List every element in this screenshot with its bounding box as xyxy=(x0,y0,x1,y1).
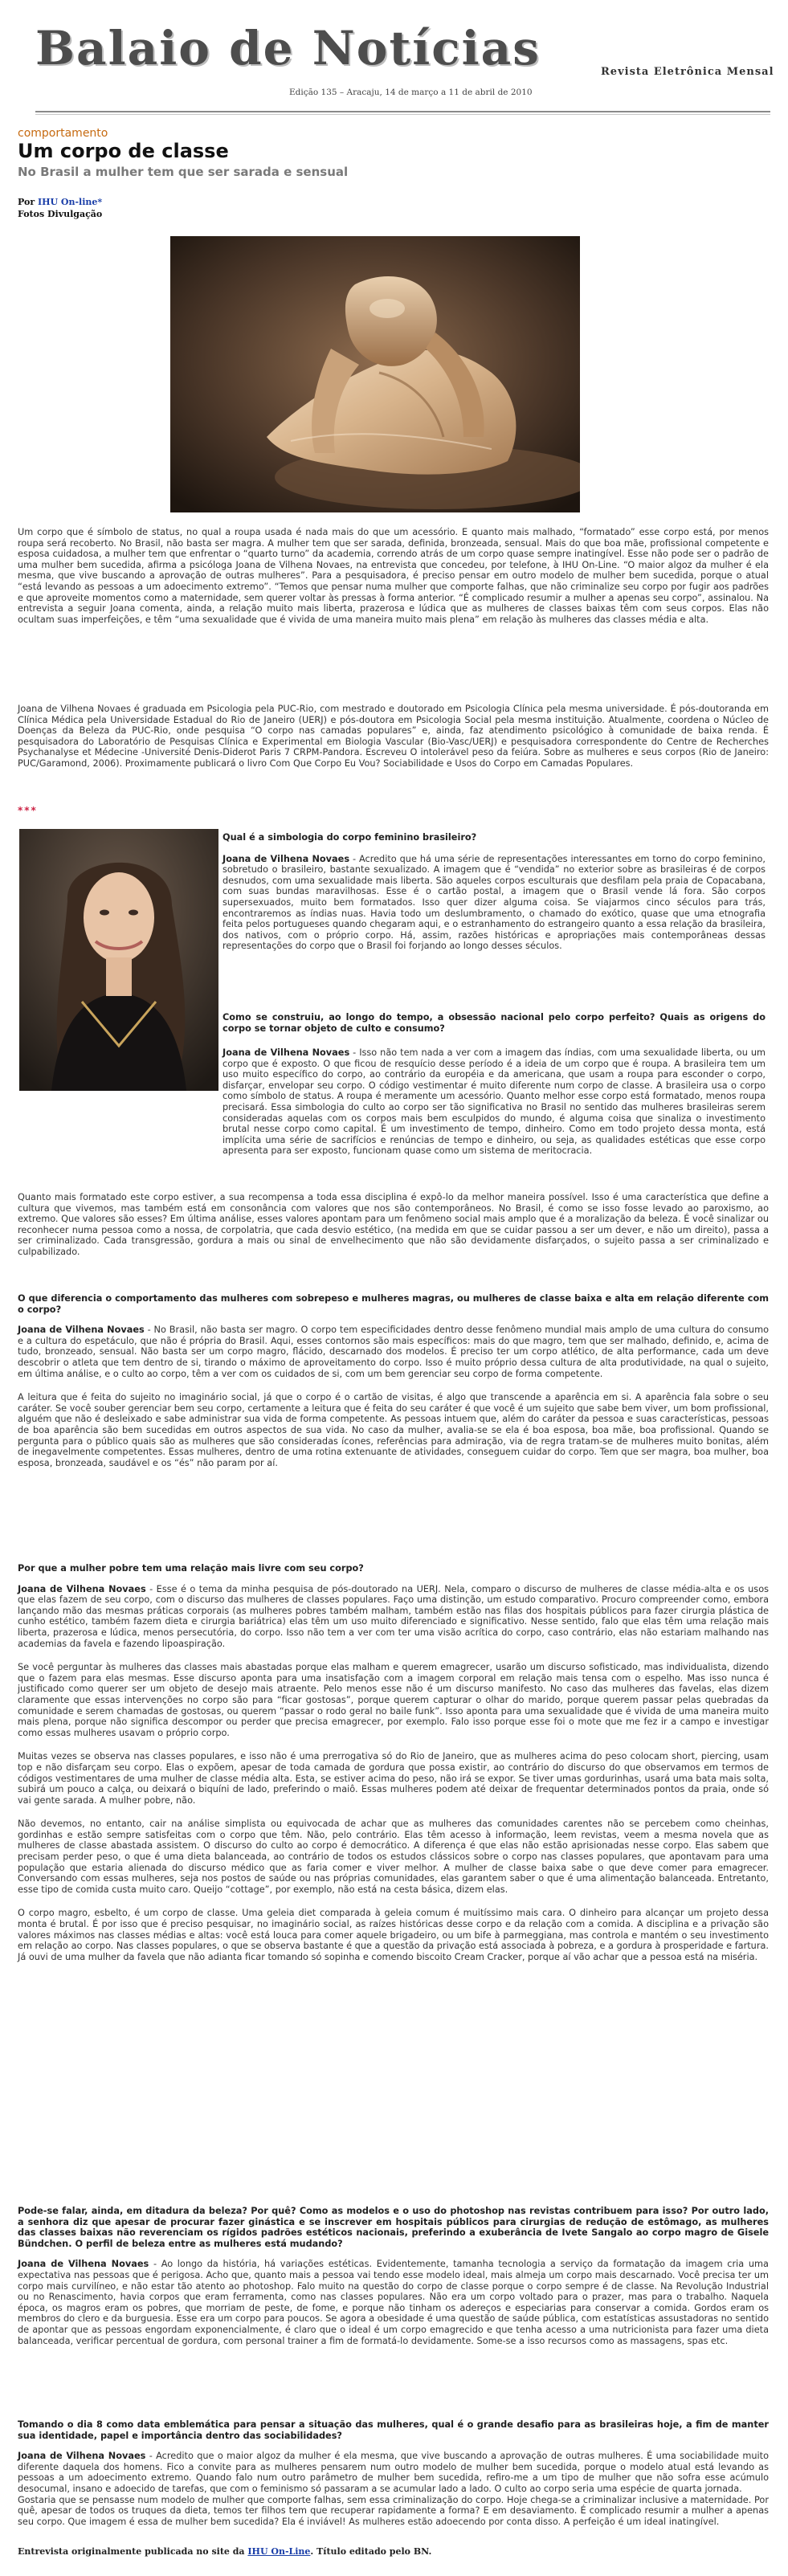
interview-question: O que diferencia o comportamento das mulheres com sobrepeso e mulheres magras, ou mulheres de classe baixa e alta em relação diferente com o corpo? xyxy=(18,1293,769,1315)
intro-paragraph: Um corpo que é símbolo de status, no qual a roupa usada é nada mais do que um acessório. E quanto mais malhado, “formatado” esse corpo está, por menos roupa será recoberto. No Brasil, não basta ser magra. A mulher tem que ser sarada, definida, bronzeada, sensual. Mais do que boa mãe, profissional competente e esposa cuidadosa, a mulher tem que enfrentar o “quarto turno” da academia, correndo atrás de um corpo quase sempre inatingível. Esse não pode ser o padrão de uma mulher bem sucedida, afirma a psicóloga Joana de Vilhena Novaes, na entrevista que concedeu, por telefone, à IHU On-Line. “O maior algoz da mulher é ela mesma, que vive buscando a aprovação de outras mulheres”. Para a pesquisadora, é preciso pensar em outro modelo de mulher bem sucedida, porque o atual “está levando as pessoas a um adoecimento extremo”. “Temos que pensar numa mulher que comporte falhas, que não criminalize seu corpo por fugir aos padrões e que aproveite momentos como a maternidade, sem querer voltar às pressas à forma anterior. “É complicado resumir a mulher a apenas seu corpo”, assinalou. Na entrevista a seguir Joana comenta, ainda, a relação muito mais liberta, prazerosa e lúdica que as mulheres de classes baixas têm com seus corpos. Elas não ocultam suas imperfeições, e têm “uma sexualidade que é vivida de uma maneira muito mais plena” em relação às mulheres das classes média e alta. xyxy=(18,527,769,625)
footnote-suffix: . Título editado pelo BN. xyxy=(310,2546,432,2557)
interview-qa-4 xyxy=(18,1563,769,1962)
interview-answer-continued: Se você perguntar às mulheres das classes mais abastadas porque elas malham e querem emagrecer, usarão um discurso sofisticado, mas individualista, dizendo que o fazem para elas mesmas. Esse discurso aponta para uma insatisfação com a imagem corporal em relação mais tensa com o espelho. Mas isso nunca é justificado como querer ser um objeto de desejo mais atraente. Pelo menos esse não é um discurso manifesto. No caso das mulheres das favelas, elas dizem claramente que essas intervenções no corpo são para “ficar gostosas”, porque querem capturar o olhar do marido, porque querem passar pelas quebradas da comunidade e serem chamadas de gostosas, ou querem “passar o rodo geral no baile funk”. Isso aponta para uma sexualidade que é vivida de uma maneira muito mais plena, porque não significa descompor ou perder que precisa emagrecer, por exemplo. Falo isso porque esse foi o mote que me fez ir a campo e investigar como essas mulheres usavam o próprio corpo. xyxy=(18,1662,769,1738)
interview-answer-2 xyxy=(223,1047,766,1157)
interview-speaker: Joana de Vilhena Novaes xyxy=(223,853,350,864)
article-standfirst: No Brasil a mulher tem que ser sarada e sensual xyxy=(18,165,349,179)
interview-answer: - Acredito que o maior algoz da mulher é ela mesma, que vive buscando a aprovação de outras mulheres. É uma sociabilidade muito diferente daquela dos homens. Fico a convite para as mulheres pensarem num outro modelo de mulher bem sucedida, porque o modelo atual está levando as pessoas a um adoecimento extremo. Quando falo num outro parâmetro de mulher bem sucedida, refiro-me a um tipo de mulher que não sofra esse acúmulo desocumal, insano e adoecido de tarefas, que com o feminismo só passaram a se acumular lado a lado. O culto ao corpo seria uma espécie de quarta jornada. xyxy=(18,2451,769,2494)
hero-photo-sculpture xyxy=(170,236,580,512)
photo-credit: Fotos Divulgação xyxy=(18,209,103,219)
interview-answer-continued: Gostaria que se pensasse num modelo de mulher que comporte falhas, sem essa criminalização do corpo. Hoje chega-se a criminalizar inclusive a maternidade. Por quê, apesar de todos os truques da dieta, temos ter filhos tem que recuperar rapidamente a forma? E em desaviamento. É complicado resumir a mulher a apenas seu corpo. Que imagem é essa de mulher bem sucedida? Ela é inviável! As mulheres estão adoecendo por conta disso. A perfeição é um ideal inatingível. xyxy=(18,2494,769,2527)
section-separator: *** xyxy=(18,805,38,816)
interview-answer: - Acredito que há uma série de representações interessantes em torno do corpo feminino, sobretudo o brasileiro, bastante sexualizado. A imagem que é “vendida” no exterior sobre as brasileiras é de corpos desnudos, com uma sexualidade mais liberta. São aqueles corpos esculturais que desfilam pela praia de Copacabana, com suas bundas maravilhosas. Esse é o cartão postal, a imagem que o Brasil vende lá fora. São corpos supersexuados, muito bem formatados. Isso quer dizer alguma coisa. Se viajarmos cinco séculos para trás, encontraremos as índias nuas. Havia todo um deslumbramento, o chamado do exótico, quase que uma etnografia feita pelos portugueses quando chegaram aqui, e o estranhamento do estrangeiro quanto a essa relação da brasileira, dos nativos, com o próprio corpo. Há, assim, razões históricas e apropriações mais contemporâneas dessas representações do corpo que o Brasil foi forjando ao longo desses séculos. xyxy=(223,853,766,952)
portrait-photo xyxy=(19,829,218,1091)
masthead xyxy=(24,21,774,97)
masthead-divider xyxy=(35,111,770,112)
interview-speaker: Joana de Vilhena Novaes xyxy=(223,1047,350,1058)
source-footnote xyxy=(18,2546,431,2557)
interview-qa-3 xyxy=(18,1293,769,1468)
interview-answer-2-continued: Quanto mais formatado este corpo estiver, a sua recompensa a toda essa disciplina é expô-lo da melhor maneira possível. Isso é uma característica que define a cultura que vivemos, mas também está em consonância com valores que nos são contemporâneos. No Brasil, é como se isso fosse levado ao paroxismo, ao extremo. Que valores são esses? Em última análise, esses valores apontam para um fenômeno social mais amplo que é a moralização da beleza. É você sinalizar ou reconhecer numa pessoa como a nossa, de corpolatria, que cada desvio estético, (na medida em que se cuidar passou a ser um dever, e não um direito), passa a ser criminalizado. Cada transgressão, gordura a mais ou sinal de envelhecimento que não são devidamente disfarçados, o sujeito passa a ser criminalizado e culpabilizado. xyxy=(18,1192,769,1257)
byline-author-link[interactable]: IHU On-line* xyxy=(37,197,103,207)
source-link[interactable]: IHU On-Line xyxy=(247,2546,311,2557)
interview-answer-continued: A leitura que é feita do sujeito no imaginário social, já que o corpo é o cartão de visitas, é algo que transcende a aparência em si. A aparência fala sobre o seu caráter. Se você souber gerenciar bem seu corpo, certamente a leitura que é feita do seu caráter é que você é um sujeito que sabe bem viver, um bom profissional, alguém que não é desleixado e sabe administrar sua vida de forma competente. As pessoas intuem que, além do caráter da pessoa e suas características, pessoas de boa aparência são bem sucedidas em outros aspectos de sua vida. No caso da mulher, avalia-se se ela é boa esposa, boa mãe, boa profissional. Quando se pergunta para o público quais são as mulheres que são consideradas ícones, referências para admiração, via de regra tratam-se de mulheres muito bonitas, além de inegavelmente competentes. Essas mulheres, dentro de uma rotina extenuante de atividades, conseguem cuidar do corpo. Tem que ser magra, boa mulher, boa esposa, bronzeada, saudável e os “és” não param por aí. xyxy=(18,1392,769,1468)
interview-question-2 xyxy=(223,1012,766,1034)
interview-answer: - No Brasil, não basta ser magro. O corpo tem especificidades dentro desse fenômeno mundial mais amplo de uma cultura do consumo e a cultura do espetáculo, que não é própria do Brasil. Aqui, esses contornos são mais específicos: mais do que magro, tem que ser malhado, definido, e, acima de tudo, bronzeado, sensual. Não basta ser um corpo magro, flácido, descarnado dos modelos. É preciso ter um corpo atlético, de alta performance, cada um deve descobrir o atleta que tem dentro de si, tirando o máximo de aproveitamento do corpo. Isso é muito próprio dessa cultura de alta produtividade, na qual o sujeito, em última análise, e o culto ao corpo, têm a ver com os cuidados de si, com um bem gerenciar seu corpo de forma competente. xyxy=(18,1325,769,1379)
interview-answer: - Ao longo da história, há variações estéticas. Evidentemente, tamanha tecnologia a serviço da formatação da imagem cria uma expectativa nas pessoas que é perigosa. Acho que, quanto mais a pessoa vai tendo esse modelo ideal, mais almeja um corpo mais descarnado. Você precisa ter um corpo mais curvilíneo, e não estar tão atento ao photoshop. Falo muito na questão do corpo de classe porque o corpo sempre é de classe. Na Revolução Industrial ou no Renascimento, havia corpos que eram ferramenta, como nas classes populares. Não era um corpo voltado para o prazer, mas para o trabalho. Naquela época, os magros eram os pobres, que morriam de peste, de fome, e porque não tinham os adereços e especiarias para conservar a comida. Gordos eram os membros do clero e da burguesia. Esse era um corpo para poucos. Se agora a obesidade é uma questão de saúde pública, com estatísticas assustadoras no sentido de apontar que as pessoas engordam exponencialmente, é claro que o ideal é um corpo emagrecido e que tenha acesso a uma nutricionista para fazer uma dieta balanceada, verificar percentual de gordura, com personal trainer a fim de formatá-lo devidamente. Some-se a isso recursos como as massagens, spas etc. xyxy=(18,2259,769,2346)
byline xyxy=(18,196,102,220)
interview-speaker: Joana de Vilhena Novaes xyxy=(18,2259,149,2270)
interview-qa-5 xyxy=(18,2206,769,2346)
interview-question: Por que a mulher pobre tem uma relação mais livre com seu corpo? xyxy=(18,1563,364,1574)
interview-qa-6 xyxy=(18,2419,769,2527)
sculpture-illustration xyxy=(170,236,580,512)
interview-qa-1 xyxy=(223,832,766,952)
interview-question: Tomando o dia 8 como data emblemática para pensar a situação das mulheres, qual é o grande desafio para as brasileiras hoje, a fim de manter sua identidade, papel e importância dentro das sociabilidades? xyxy=(18,2419,769,2441)
portrait-illustration xyxy=(19,829,218,1091)
byline-prefix: Por xyxy=(18,197,35,207)
site-title[interactable]: Balaio de Notícias xyxy=(35,21,541,76)
footnote-prefix: Entrevista originalmente publicada no site da xyxy=(18,2546,248,2557)
interview-answer-continued: Muitas vezes se observa nas classes populares, e isso não é uma prerrogativa só do Rio de Janeiro, que as mulheres acima do peso colocam short, piercing, usam top e não disfarçam seu corpo. Elas o expõem, apesar de toda camada de gordura que possa existir, ao contrário do discurso do que observamos em termos de códigos vestimentares de uma mulher de classe média alta. Esta, se estiver acima do peso, não irá se expor. Se tiver umas gordurinhas, usará uma bata mais solta, subirá um pouco a calça, ou deixará o biquíni de lado, preferindo o maiô. Essas mulheres podem até deixar de frequentar determinados pontos da praia, onde só vai gente sarada. A mulher pobre, não. xyxy=(18,1751,769,1806)
masthead-divider-thin xyxy=(35,114,770,115)
bio-paragraph: Joana de Vilhena Novaes é graduada em Psicologia pela PUC-Rio, com mestrado e doutorado em Psicologia Clínica pela mesma universidade. É pós-doutoranda em Clínica Médica pela Universidade Estadual do Rio de Janeiro (UERJ) e pós-doutora em Psicologia Social pela mesma instituição. Atualmente, coordena o Núcleo de Doenças da Beleza da PUC-Rio, onde pesquisa “O corpo nas camadas populares” e, ainda, faz atendimento psicológico à comunidade de baixa renda. É pesquisadora do Laboratório de Pesquisas Clínica e Experimental em Biologia Vascular (Bio-Vasc/UERJ) e pesquisadora correspondente do Centre de Recherches Psychanalyse et Médecine -Université Denis-Diderot Paris 7 CRPM-Pandora. Escreveu O intolerável peso da feiúra. Sobre as mulheres e seus corpos (Rio de Janeiro: PUC/Garamond, 2006). Proximamente publicará o livro Com Que Corpo Eu Vou? Sociabilidade e Usos do Corpo em Camadas Populares. xyxy=(18,704,769,769)
article-headline: Um corpo de classe xyxy=(18,140,229,162)
interview-answer-continued: Não devemos, no entanto, cair na análise simplista ou equivocada de achar que as mulheres das comunidades carentes não se percebem como cheinhas, gordinhas e estão sempre satisfeitas com o corpo que têm. Não, pelo contrário. Elas têm acesso à informação, leem revistas, veem a mesma novela que as mulheres de classe abastada assistem. O discurso do culto ao corpo é democrático. A diferença é que elas não estão aprisionadas nesse corpo. Elas sabem que precisam perder peso, o que é uma dieta balanceada, ao contrário de todos os estudos clássicos sobre o corpo nas classes populares, que apontavam para uma população que estaria alienada do discurso médico que as faria comer e viver melhor. A mulher de classe baixa sabe o que deve comer para emagrecer. Conversando com essas mulheres, seja nos postos de saúde ou nas próprias comunidades, elas garantem saber o que é uma alimentação balanceada. Entretanto, esse tipo de comida custa muito caro. Queijo “cottage”, por exemplo, não está na cesta básica, dizem elas. xyxy=(18,1819,769,1895)
interview-question: Qual é a simbologia do corpo feminino brasileiro? xyxy=(223,832,477,843)
edition-line: Edição 135 – Aracaju, 14 de março a 11 de abril de 2010 xyxy=(289,88,533,97)
section-label[interactable]: comportamento xyxy=(18,127,108,140)
interview-speaker: Joana de Vilhena Novaes xyxy=(18,2451,146,2462)
interview-speaker: Joana de Vilhena Novaes xyxy=(18,1325,145,1336)
interview-question: Como se construiu, ao longo do tempo, a obsessão nacional pelo corpo perfeito? Quais as origens do corpo se tornar objeto de culto e consumo? xyxy=(223,1012,766,1034)
interview-answer: - Isso não tem nada a ver com a imagem das índias, com uma sexualidade liberta, ou um corpo que é exposto. O que ficou de resquício desse período é a ideia de um corpo que é roupa. A brasileira tem um uso muito específico do corpo, ao contrário da européia e da americana, que usam a roupa para esconder o corpo, disfarçar, envelopar seu corpo. O código vestimentar é muito diferente num corpo de classe. A brasileira usa o corpo como símbolo de status. A roupa é meramente um acessório. Quanto melhor esse corpo está formatado, menos roupa precisará. Essa simbologia do culto ao corpo ser tão significativa no Brasil no sentido das mulheres brasileiras serem consideradas aquelas com os corpos mais bem esculpidos do mundo, é alguma coisa que sinaliza o investimento brutal nesse corpo como capital. É um investimento de tempo, dinheiro. Como em todo projeto dessa monta, está implícita uma série de sacrifícios e renúncias de tempo e dinheiro, ou seja, as qualidades estéticas que esse corpo apresenta para ser exposto, funcionam quase como um sistema de meritocracia. xyxy=(223,1047,766,1157)
site-subtitle: Revista Eletrônica Mensal xyxy=(601,66,774,78)
interview-speaker: Joana de Vilhena Novaes xyxy=(18,1583,146,1594)
interview-answer: - Esse é o tema da minha pesquisa de pós-doutorado na UERJ. Nela, comparo o discurso de mulheres de classe média-alta e os usos que elas fazem de seu corpo, com o discurso das mulheres de classes populares. Faço uma distinção, um estudo comparativo. Procuro compreender como, embora lançando mão das mesmas práticas corporais (as mulheres pobres também malham, também estão nas filas dos hospitais públicos para fazer cirurgia plástica de cunho estético, também fazem dieta e cirurgia bariátrica) elas têm um uso muito diferenciado e significativo. Nesse sentido, falo que elas têm uma relação mais liberta, prazerosa e lúdica, menos persecutória, do corpo. Isso não tem a ver com ter uma visão acrítica do corpo, caso contrário, elas não estariam malhando nas academias da favela e fazendo lipoaspiração. xyxy=(18,1583,769,1649)
interview-question: Pode-se falar, ainda, em ditadura da beleza? Por quê? Como as modelos e o uso do photoshop nas revistas contribuem para isso? Por outro lado, a senhora diz que apesar de procurar fazer ginástica e se inscrever em hospitais públicos para cirurgias de redução de estômago, as mulheres das classes baixas não reverenciam os rígidos padrões estéticos nacionais, preferindo a exuberância de Ivete Sangalo ao corpo magro de Gisele Bündchen. O perfil de beleza entre as mulheres está mudando? xyxy=(18,2206,769,2249)
interview-answer-continued: O corpo magro, esbelto, é um corpo de classe. Uma geleia diet comparada à geleia comum é muitíssimo mais cara. O dinheiro para alcançar um projeto dessa monta é brutal. É por isso que é preciso pesquisar, no imaginário social, as raízes históricas desse corpo e da relação com a comida. A disciplina e a privação são valores máximos nas classes médias e altas: você está louca para comer aquele brigadeiro, ou um bife à parmeggiana, mas controla e mantém o seu investimento em relação ao corpo. Nas classes populares, o que se observa bastante é que a questão da privação está associada à pobreza, e a gordura à prosperidade e fartura. Já ouvi de uma mulher da favela que não adianta ficar tomando só sopinha e comendo biscoito Cream Cracker, porque aí vão achar que a pessoa está na miséria. xyxy=(18,1908,769,1962)
